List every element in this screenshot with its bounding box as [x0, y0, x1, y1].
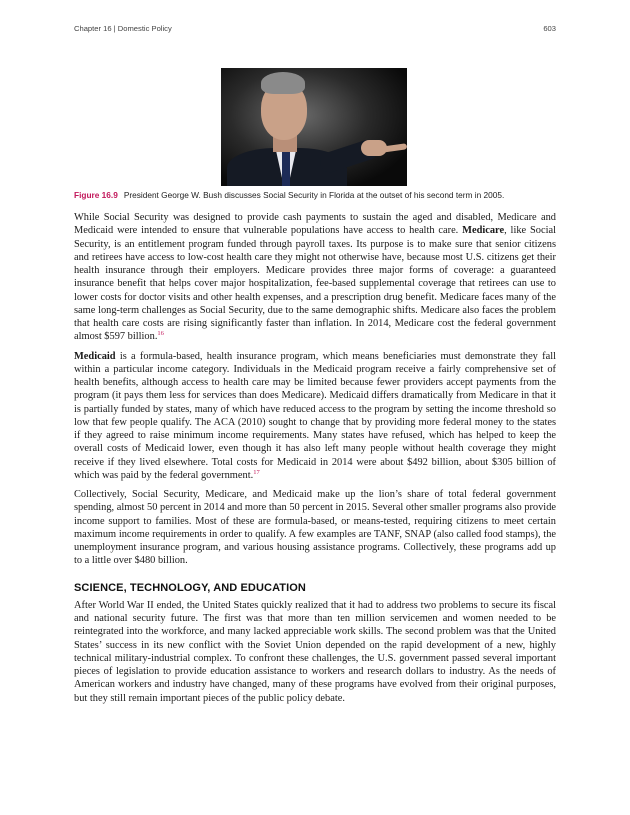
footnote-ref[interactable]: 17 — [253, 468, 260, 476]
key-term-medicare: Medicare — [462, 225, 505, 237]
figure-photo — [221, 68, 407, 186]
figure-caption — [74, 190, 564, 201]
paragraph-text: is a formula-based, health insurance program, which means beneficiaries must demonstrate they fall within a particular income category. Individuals in the Medicaid program receive a fairly comprehensive set of health benefits, although access to health care may be limited because fewer providers accept payments from the program (it pays them less for services than does Medicare). Medicaid differs dramatically from Medicare in that it is partially funded by states, many of which have reduced access to the program by setting the income threshold so low that few people qualify. The ACA (2010) sought to change that by providing more federal money to the states if they agreed to raise minimum income requirements. Many states have refused, which has helped to keep the overall costs of Medicaid lower, even though it has also left many people without health coverage they might receive if they lived elsewhere. Total costs for Medicaid in 2014 were about $492 billion, about $305 billion of which was paid by the federal government. — [74, 350, 556, 481]
paragraph-spending: Collectively, Social Security, Medicare, and Medicaid make up the lion’s share of total federal government spending, almost 50 percent in 2014 and more than 50 percent in 2015. Several other smaller programs also provide income support to families. Most of these are formula-based, or means-tested, requiring citizens to meet certain maximum income requirements in order to qualify. A few examples are TANF, SNAP (also called food stamps), the unemployment insurance program, and various housing assistance programs. Collectively, these programs add up to a little over $480 billion. — [74, 489, 556, 567]
chapter-title: Chapter 16 | Domestic Policy — [74, 24, 172, 33]
page-number: 603 — [543, 24, 556, 33]
key-term-medicaid: Medicaid — [74, 350, 116, 362]
paragraph-medicare — [74, 211, 556, 344]
paragraph-text: While Social Security was designed to provide cash payments to sustain the aged and disabled, Medicare and Medicaid were intended to ensure that vulnerable populations have access to health care. — [74, 212, 556, 237]
footnote-ref[interactable]: 16 — [157, 330, 164, 338]
main-text — [74, 211, 556, 711]
figure-caption-text: President George W. Bush discusses Social Security in Florida at the outset of his second term in 2005. — [123, 190, 505, 200]
running-header — [74, 24, 556, 36]
paragraph-science-education: After World War II ended, the United States quickly realized that it had to address two problems to secure its fiscal and national security future. The first was that more than ten million servicemen and women needed to be reintegrated into the workforce, and many lacked appreciable work skills. The second problem was that the United States’ success in its new conflict with the Soviet Union depended on the rapid development of a new, highly technical military-industrial complex. To confront these challenges, the U.S. government passed several important pieces of legislation to provide education assistance to workers and research dollars to industry. As the needs of American workers and industry have changed, many of these programs have evolved from their original purposes, but they still remain important pieces of the public policy debate. — [74, 599, 556, 704]
section-heading: SCIENCE, TECHNOLOGY, AND EDUCATION — [74, 581, 306, 594]
paragraph-medicaid — [74, 350, 556, 483]
paragraph-text: , like Social Security, is an entitlement program funded through payroll taxes. Its purpose is to make sure that senior citizens and retirees have access to low-cost health care they might not otherwise have, because most U.S. citizens get their health insurance through their employers. Medicare provides three major forms of coverage: a guaranteed insurance benefit that helps cover major hospitalization, fee-based supplemental coverage that retirees can use to lower costs for doctor visits and other health expenses, and a prescription drug benefit. Medicare faces many of the same long-term challenges as Social Security, due to the same demographic shifts. Medicare also faces the problem that health care costs are rising significantly faster than inflation. In 2014, Medicare cost the federal government almost $597 billion. — [74, 225, 556, 343]
figure-label: Figure 16.9 — [74, 190, 118, 200]
